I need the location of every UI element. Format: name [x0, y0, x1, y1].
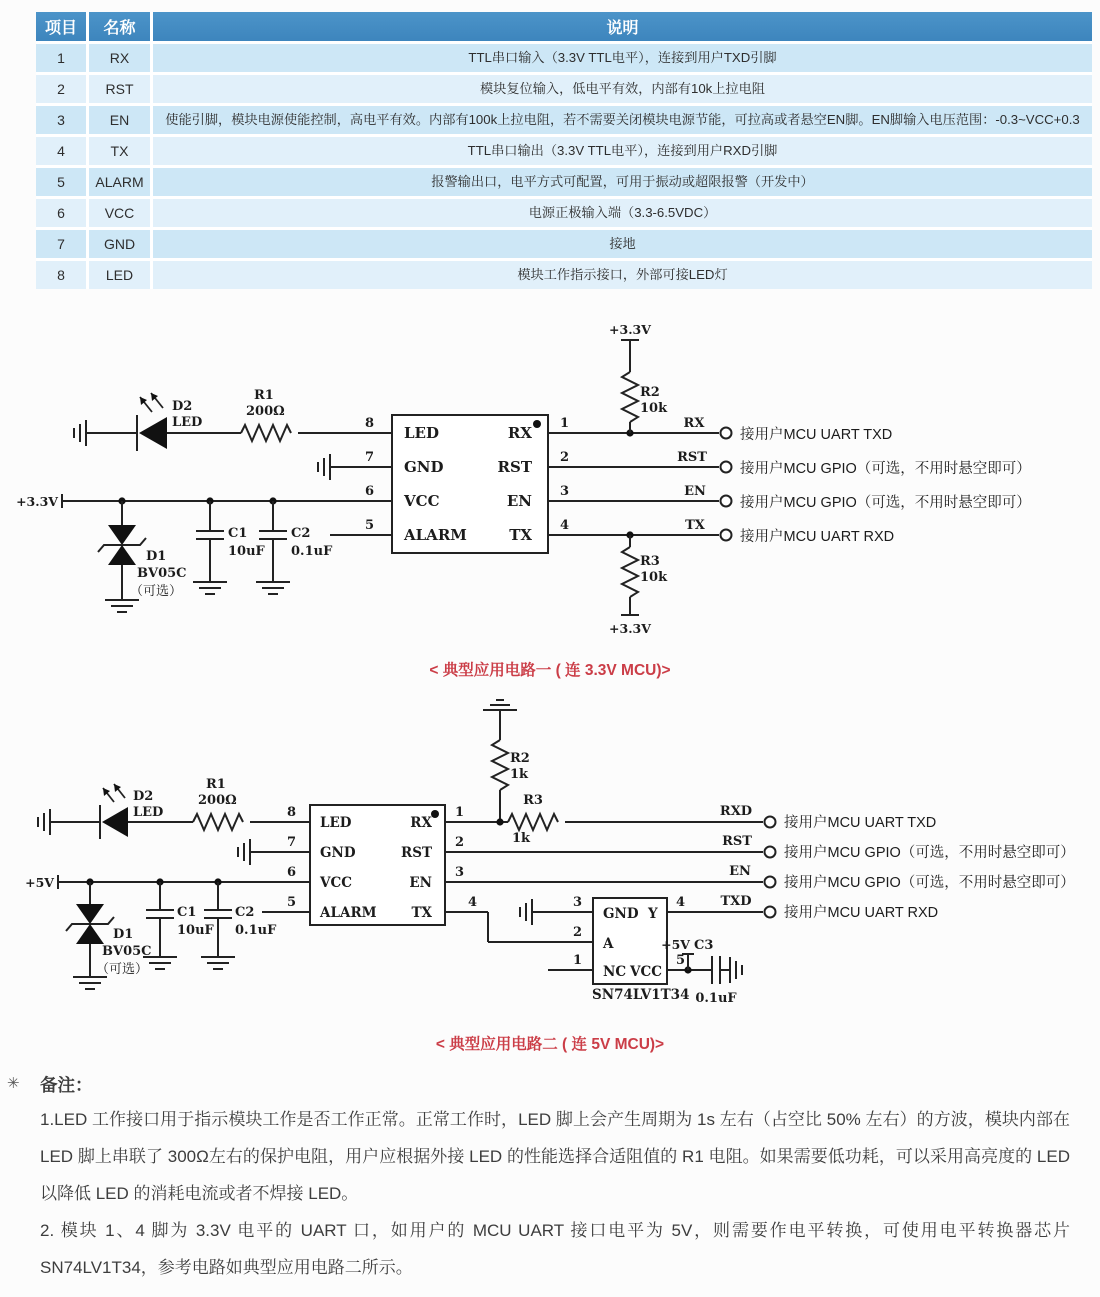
c1-value-label: 10uF: [228, 544, 265, 559]
ic-pin-label: RX: [410, 815, 432, 831]
r2-value-label: 1k: [510, 767, 529, 782]
ic-pin-label: EN: [409, 875, 432, 891]
terminal-icon: [721, 530, 732, 541]
ic-pin-label: VCC: [320, 875, 352, 891]
ic-pin-label: RST: [400, 845, 432, 861]
pin-number: 1: [455, 805, 465, 820]
connection-note: 接用户MCU GPIO（可选，不用时悬空即可）: [740, 495, 1031, 511]
vcc-rail: [58, 875, 310, 889]
signal-label: RST: [722, 834, 752, 849]
ic-pin-label: LED: [404, 424, 439, 442]
c1-ref-label: C1: [177, 905, 197, 920]
capacitor-c1-icon: [193, 501, 227, 594]
c2-value-label: 0.1uF: [291, 544, 333, 559]
connection-note: 接用户MCU UART TXD: [784, 815, 937, 831]
ic-pin-label: EN: [506, 492, 532, 510]
d2-ref-label: D2: [133, 789, 154, 804]
ic-pin-label: VCC: [404, 492, 440, 510]
pin-number: 1: [572, 953, 582, 968]
shifter-pin-label: Y: [648, 906, 658, 922]
d2-ref-label: D2: [172, 399, 193, 414]
ground-icon: [318, 454, 392, 480]
signal-label: RXD: [719, 804, 753, 819]
pin-number: 1: [560, 416, 570, 431]
terminal-icon: [765, 817, 776, 828]
pin-number: 8: [364, 416, 374, 431]
ic-pin-label: GND: [320, 845, 356, 861]
shifter-pin-label: GND: [603, 906, 639, 922]
shifter-pin-label: A: [603, 936, 614, 952]
pin-number: 5: [286, 895, 296, 910]
circuit1-caption: < 典型应用电路一 ( 连 3.3V MCU)>: [429, 662, 671, 679]
note-paragraph-2: 2. 模块 1、4 脚为 3.3V 电平的 UART 口，如用户的 MCU UART 接口电平为 5V，则需要作电平转换，可使用电平转换器芯片 SN74LV1T34，参考电路如典型应用电路二所示。: [40, 1221, 1070, 1277]
r2-ref-label: R2: [640, 385, 660, 400]
terminal-icon: [721, 496, 732, 507]
table-cell: 1: [36, 44, 86, 72]
notes-section: [7, 1072, 1070, 1286]
pin-number: 8: [286, 805, 296, 820]
d1-optional-label: （可选）: [96, 961, 149, 976]
terminal-icon: [721, 428, 732, 439]
asterisk-marker-icon: ✳: [7, 1075, 20, 1092]
table-cell: 接地: [153, 230, 1092, 258]
ic-pin-label: TX: [411, 905, 432, 921]
r3-ref-label: R3: [640, 554, 660, 569]
table-cell: TX: [89, 137, 150, 165]
ground-icon: [74, 420, 137, 446]
pin-number: 7: [286, 835, 296, 850]
d2-value-label: LED: [133, 805, 164, 820]
application-circuit-1-schematic: [0, 310, 1100, 660]
d1-ref-label: D1: [113, 927, 134, 942]
ic-pin-label: RX: [507, 424, 532, 442]
shifter-vcc-c3: [667, 953, 742, 984]
table-cell: TTL串口输入（3.3V TTL电平），连接到用户TXD引脚: [153, 44, 1092, 72]
ic-pin-label: ALARM: [320, 905, 377, 921]
en-row: [445, 877, 776, 888]
signal-label: RX: [683, 416, 705, 431]
table-cell: 4: [36, 137, 86, 165]
ic-pin-label: TX: [509, 526, 532, 544]
c2-ref-label: C2: [235, 905, 255, 920]
table-cell: VCC: [89, 199, 150, 227]
signal-label: TXD: [720, 894, 752, 909]
rail-voltage-label: +3.3V: [16, 494, 58, 509]
note-paragraph-1: 1.LED 工作接口用于指示模块工作是否工作正常。正常工作时，LED 脚上会产生周期为 1s 左右（占空比 50% 左右）的方波，模块内部在 LED 脚上串联了 300Ω左右的保护电阻，用户应根据外接 LED 的性能选择合适阻值的 R1 电阻。如果需要低功耗，可以采用高亮度的 LED 以降低 LED 的消耗电流或者不焊接 LED。: [40, 1110, 1070, 1203]
connection-note: 接用户MCU UART RXD: [740, 529, 895, 545]
connection-note: 接用户MCU GPIO（可选，不用时悬空即可）: [784, 875, 1075, 891]
table-cell: ALARM: [89, 168, 150, 196]
pin-number: 2: [572, 925, 582, 940]
pin-number: 3: [455, 865, 465, 880]
table-cell: 3: [36, 106, 86, 134]
circuit2-caption: < 典型应用电路二 ( 连 5V MCU)>: [435, 1036, 665, 1053]
table-cell: LED: [89, 261, 150, 289]
shifter-pin-label: VCC: [630, 964, 662, 980]
r1-value-label: 200Ω: [198, 793, 237, 808]
table-header-item: 项目: [36, 12, 86, 41]
c1-ref-label: C1: [228, 526, 248, 541]
table-cell: 2: [36, 75, 86, 103]
table-cell: GND: [89, 230, 150, 258]
d1-ref-label: D1: [146, 549, 167, 564]
pin-number: 3: [560, 484, 570, 499]
supply-label: +3.3V: [609, 322, 651, 337]
supply-label: +5V: [661, 937, 690, 952]
terminal-icon: [765, 877, 776, 888]
connection-note: 接用户MCU UART TXD: [740, 427, 893, 443]
notes-title: 备注：: [40, 1075, 93, 1095]
table-header-desc: 说明: [153, 12, 1092, 41]
r3-value-label: 1k: [512, 831, 531, 846]
ic-pin-label: LED: [320, 815, 352, 831]
signal-label: TX: [685, 518, 705, 533]
r2-ref-label: R2: [510, 751, 530, 766]
shifter-pin-label: NC: [603, 964, 627, 980]
r1-value-label: 200Ω: [246, 404, 285, 419]
c2-value-label: 0.1uF: [235, 923, 277, 938]
ic-pin-label: ALARM: [404, 526, 467, 544]
connection-note: 接用户MCU UART RXD: [784, 905, 939, 921]
r2-value-label: 10k: [640, 401, 668, 416]
table-cell: RX: [89, 44, 150, 72]
r3-value-label: 10k: [640, 570, 668, 585]
shifter-part-number: SN74LV1T34: [592, 987, 690, 1003]
pin-number: 5: [676, 953, 686, 968]
table-cell: 使能引脚，模块电源使能控制，高电平有效。内部有100k上拉电阻，若不需要关闭模块电源节能，可拉高或者悬空EN脚。EN脚输入电压范围：-0.3~VCC+0.3: [153, 106, 1092, 134]
table-cell: 电源正极输入端（3.3-6.5VDC）: [153, 199, 1092, 227]
table-cell: 8: [36, 261, 86, 289]
d1-value-label: BV05C: [102, 944, 152, 959]
pin1-dot-icon: [431, 810, 439, 818]
pin-number: 6: [286, 865, 296, 880]
table-cell: 5: [36, 168, 86, 196]
connection-note: 接用户MCU GPIO（可选，不用时悬空即可）: [784, 845, 1075, 861]
table-cell: 6: [36, 199, 86, 227]
table-cell: 模块工作指示接口，外部可接LED灯: [153, 261, 1092, 289]
pin-number: 4: [676, 895, 686, 910]
ground-icon: [520, 899, 593, 925]
table-cell: TTL串口输出（3.3V TTL电平），连接到用户RXD引脚: [153, 137, 1092, 165]
r1-ref-label: R1: [254, 388, 274, 403]
pin-description-table: [36, 12, 1092, 289]
vcc-rail: [62, 494, 392, 508]
ic-pin-label: GND: [404, 458, 444, 476]
connection-note: 接用户MCU GPIO（可选，不用时悬空即可）: [740, 461, 1031, 477]
table-cell: 报警输出口，电平方式可配置，可用于振动或超限报警（开发中）: [153, 168, 1092, 196]
c3-value-label: 0.1uF: [695, 991, 737, 1006]
pin-number: 5: [364, 518, 374, 533]
terminal-icon: [765, 907, 776, 918]
pin1-dot-icon: [533, 420, 541, 428]
r1-ref-label: R1: [206, 777, 226, 792]
signal-label: EN: [729, 864, 751, 879]
pin-number: 3: [572, 895, 582, 910]
table-cell: 模块复位输入，低电平有效，内部有10k上拉电阻: [153, 75, 1092, 103]
signal-label: RST: [677, 450, 707, 465]
table-cell: EN: [89, 106, 150, 134]
pin-number: 6: [364, 484, 374, 499]
signal-label: EN: [684, 484, 706, 499]
d1-value-label: BV05C: [137, 566, 187, 581]
c2-ref-label: C2: [291, 526, 311, 541]
pin-number: 2: [560, 450, 570, 465]
d2-value-label: LED: [172, 415, 203, 430]
table-cell: 7: [36, 230, 86, 258]
table-cell: RST: [89, 75, 150, 103]
r3-ref-label: R3: [523, 793, 543, 808]
rail-voltage-label: +5V: [25, 875, 54, 890]
application-circuit-2-schematic: [0, 692, 1100, 1032]
supply-label: +3.3V: [609, 621, 651, 636]
c3-ref-label: C3: [694, 938, 714, 953]
pin-number: 4: [468, 895, 478, 910]
terminal-icon: [721, 462, 732, 473]
ground-icon: [38, 809, 100, 835]
pin-number: 4: [560, 518, 570, 533]
table-header-name: 名称: [89, 12, 150, 41]
ic-pin-label: RST: [497, 458, 532, 476]
c1-value-label: 10uF: [177, 923, 214, 938]
pin-number: 2: [455, 835, 465, 850]
ground-icon: [238, 839, 310, 865]
terminal-icon: [765, 847, 776, 858]
d1-optional-label: （可选）: [130, 583, 183, 598]
pin-number: 7: [364, 450, 374, 465]
